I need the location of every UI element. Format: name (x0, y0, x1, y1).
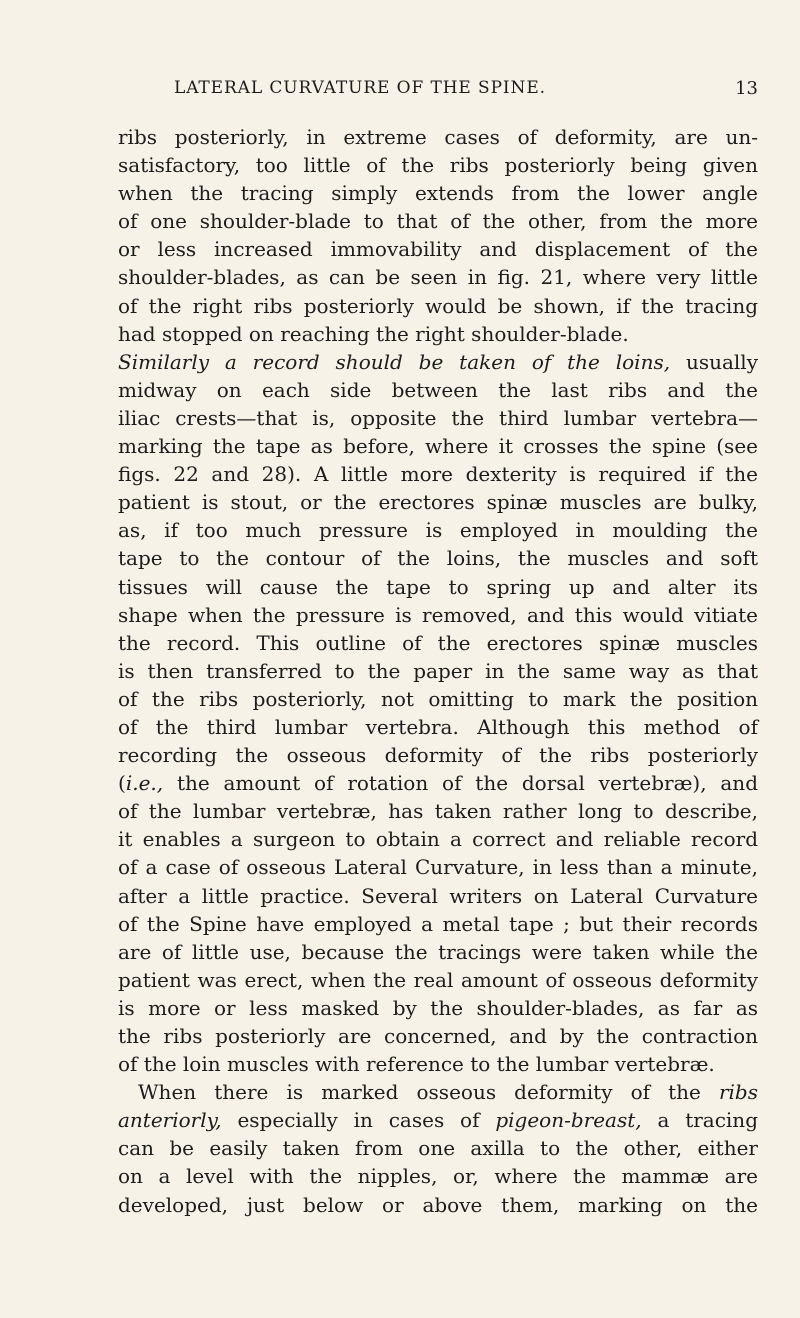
text-line: is then transferred to the paper in the same way as that (118, 658, 758, 683)
text-line: of the loin muscles with reference to the lumbar vertebræ. (118, 1052, 715, 1077)
text-line: Similarly a record should be taken of the loins, usually (118, 349, 758, 374)
text-line: it enables a surgeon to obtain a correct and reliable record (118, 827, 758, 852)
text-line: anteriorly, especially in cases of pigeon-breast, a tracing (118, 1108, 758, 1133)
text-line: of the Spine have employed a metal tape ; but their records (118, 911, 758, 936)
text-line: satisfactory, too little of the ribs posteriorly being given (118, 153, 758, 178)
text-line: midway on each side between the last ribs and the (118, 377, 758, 402)
running-title: LATERAL CURVATURE OF THE SPINE. (174, 78, 546, 98)
text-line: the ribs posteriorly are concerned, and by the contraction (118, 1024, 758, 1048)
text-line: after a little practice. Several writers on Lateral Curvature (118, 883, 758, 908)
text-line: figs. 22 and 28). A little more dexterity is required if the (118, 462, 758, 487)
text-line: iliac crests—that is, opposite the third lumbar vertebra— (118, 405, 758, 430)
text-line: are of little use, because the tracings were taken while the (118, 939, 758, 964)
text-line: of the right ribs posteriorly would be shown, if the tracing (118, 293, 758, 318)
text-line: shoulder-blades, as can be seen in fig. 21, where very little (118, 265, 758, 290)
text-line: can be easily taken from one axilla to the other, either (118, 1136, 758, 1161)
text-line: when the tracing simply extends from the lower angle (118, 181, 758, 206)
text-line: (i.e., the amount of rotation of the dorsal vertebræ), and (118, 771, 758, 796)
text-line: of the lumbar vertebræ, has taken rather long to describe, (118, 799, 758, 824)
text-line: recording the osseous deformity of the ribs posteriorly (118, 743, 758, 768)
text-line: marking the tape as before, where it crosses the spine (see (118, 434, 758, 459)
text-line: or less increased immovability and displacement of the (118, 237, 758, 262)
text-line: as, if too much pressure is employed in moulding the (118, 518, 758, 543)
text-line: of the ribs posteriorly, not omitting to mark the position (118, 686, 758, 711)
text-line: on a level with the nipples, or, where the mammæ are (118, 1164, 758, 1189)
text-line: the record. This outline of the erectores spinæ muscles (118, 630, 758, 655)
text-line: tissues will cause the tape to spring up and alter its (118, 574, 758, 599)
text-line: tape to the contour of the loins, the muscles and soft (118, 546, 758, 571)
text-line: of the third lumbar vertebra. Although this method of (118, 714, 758, 739)
text-line: When there is marked osseous deformity of the ribs (138, 1080, 758, 1105)
text-line: ribs posteriorly, in extreme cases of deformity, are un- (118, 125, 758, 149)
text-line: is more or less masked by the shoulder-blades, as far as (118, 995, 758, 1020)
page-number: 13 (735, 78, 758, 99)
text-line: shape when the pressure is removed, and this would vitiate (118, 602, 758, 627)
text-line: developed, just below or above them, marking on the (118, 1192, 758, 1217)
text-line: had stopped on reaching the right shoulder-blade. (118, 321, 629, 346)
running-header (118, 78, 758, 108)
body-paragraphs (118, 123, 758, 1219)
text-line: patient was erect, when the real amount of osseous deformity (118, 967, 758, 992)
text-line: of one shoulder-blade to that of the other, from the more (118, 209, 758, 234)
text-line: patient is stout, or the erectores spinæ muscles are bulky, (118, 490, 758, 515)
text-line: of a case of osseous Lateral Curvature, in less than a minute, (118, 855, 758, 880)
